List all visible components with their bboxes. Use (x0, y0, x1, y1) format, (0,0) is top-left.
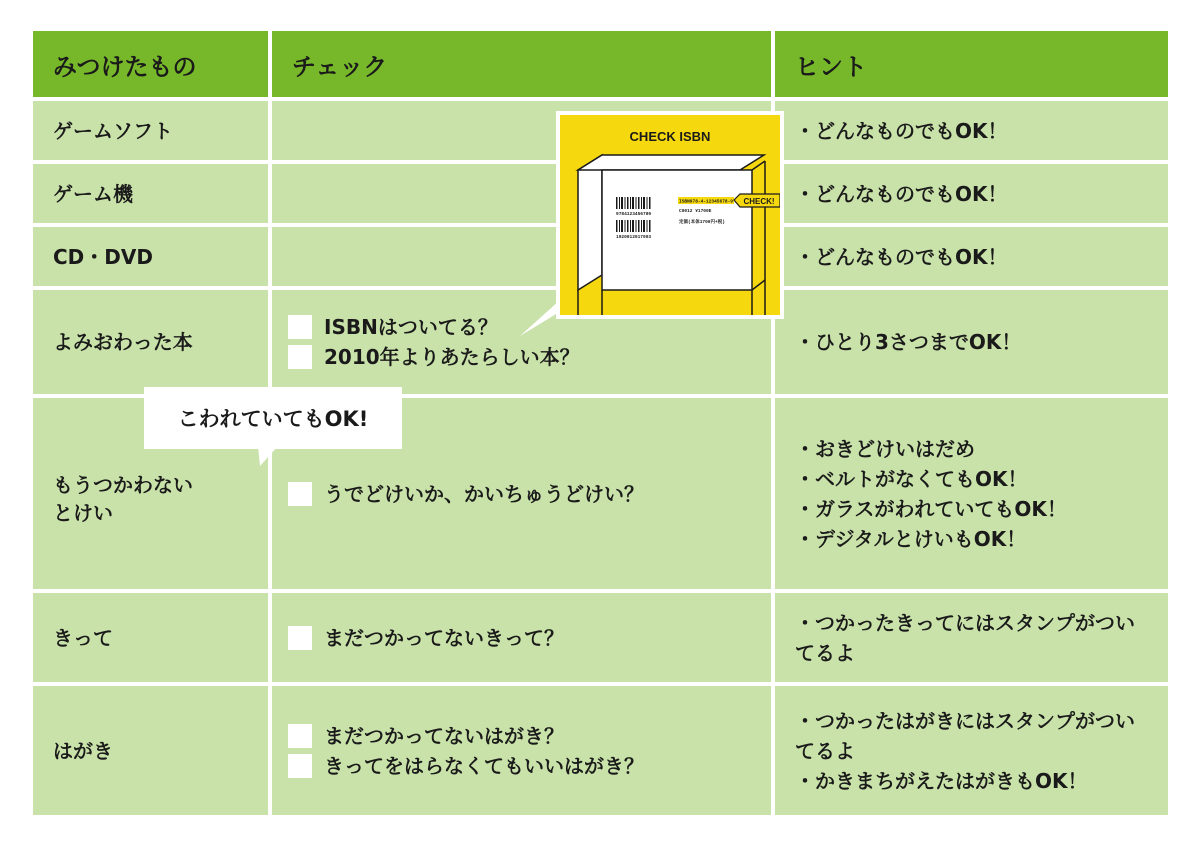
price-line: 定価(本体1700円+税) (679, 220, 725, 225)
table-row-cd-dvd (33, 227, 268, 286)
header-found-item (33, 31, 268, 97)
checkbox[interactable] (288, 724, 312, 748)
check-label: ISBNはついてる？ (324, 315, 498, 339)
check-label: うでどけいか、かいちゅうどけい？ (324, 481, 644, 506)
item-label: はがき (53, 738, 113, 763)
hint-text: ・かきまちがえたはがきもOK！ (795, 768, 1088, 793)
broken-ok-callout (144, 387, 402, 449)
item-label: ゲーム機 (53, 181, 133, 206)
check-tag-label: CHECK! (743, 197, 775, 206)
hint-cell (775, 686, 1168, 815)
broken-ok-pointer (258, 446, 278, 466)
check-item[interactable] (288, 721, 771, 751)
hint-text: ・どんなものでもOK！ (795, 244, 1008, 269)
table-row-books (33, 290, 268, 394)
item-label: とけい (53, 500, 113, 525)
hint-cell (775, 290, 1168, 394)
table-row-game-software (33, 101, 268, 160)
header-check-label: チェック (292, 52, 388, 81)
broken-ok-text: こわれていてもOK! (177, 407, 369, 431)
item-label: きって (53, 625, 113, 650)
checkbox[interactable] (288, 345, 312, 369)
isbn-callout-card (556, 111, 784, 319)
hint-cell (775, 101, 1168, 160)
item-label: CD・DVD (53, 244, 153, 269)
table-row-stamps (33, 593, 268, 682)
table-row-game-console (33, 164, 268, 223)
hint-text: ・デジタルとけいもOK！ (795, 526, 1027, 551)
isbn-card-title: CHECK ISBN (629, 129, 711, 144)
header-hint (775, 31, 1168, 97)
hint-text: ・ひとり3さつまでOK！ (795, 330, 1022, 354)
check-label: 2010年よりあたらしい本？ (324, 345, 580, 369)
check-item[interactable] (288, 342, 771, 372)
isbn-line: ISBN978-4-12345678-9 (679, 199, 734, 205)
checkbox[interactable] (288, 754, 312, 778)
hint-text: ・つかったはがきにはスタンプがついてるよ (795, 708, 1135, 763)
header-found-item-label: みつけたもの (53, 52, 197, 81)
check-cell (272, 686, 771, 815)
hint-text: ・つかったきってにはスタンプがついてるよ (795, 610, 1135, 665)
item-label: ゲームソフト (53, 118, 173, 143)
hint-text: ・ベルトがなくてもOK！ (795, 466, 1028, 491)
barcode-1-digits: 9784123456789 (616, 212, 652, 217)
check-label: きってをはらなくてもいいはがき？ (324, 753, 644, 778)
hint-cell (775, 398, 1168, 589)
isbn-illustration (560, 115, 780, 315)
hint-text: ・どんなものでもOK！ (795, 118, 1008, 143)
hint-cell (775, 227, 1168, 286)
code-line: C0012 ¥1700E (679, 209, 712, 214)
hint-cell (775, 164, 1168, 223)
table-row-postcards (33, 686, 268, 815)
check-item[interactable] (288, 479, 771, 509)
checkbox[interactable] (288, 626, 312, 650)
item-label: もうつかわない (53, 472, 193, 497)
box-illustration (560, 115, 780, 315)
hint-text: ・ガラスがわれていてもOK！ (795, 496, 1067, 521)
checkbox[interactable] (288, 315, 312, 339)
hint-cell (775, 593, 1168, 682)
checkbox[interactable] (288, 482, 312, 506)
check-item[interactable] (288, 623, 771, 653)
check-item[interactable] (288, 751, 771, 781)
barcode-2-digits: 1920012017003 (616, 235, 652, 240)
hint-text: ・どんなものでもOK！ (795, 181, 1008, 206)
check-cell (272, 593, 771, 682)
check-label: まだつかってないきって？ (324, 625, 564, 650)
header-check (272, 31, 771, 97)
item-label: よみおわった本 (53, 330, 193, 354)
check-label: まだつかってないはがき？ (324, 723, 564, 748)
header-hint-label: ヒント (795, 52, 867, 81)
hint-text: ・おきどけいはだめ (795, 436, 975, 461)
